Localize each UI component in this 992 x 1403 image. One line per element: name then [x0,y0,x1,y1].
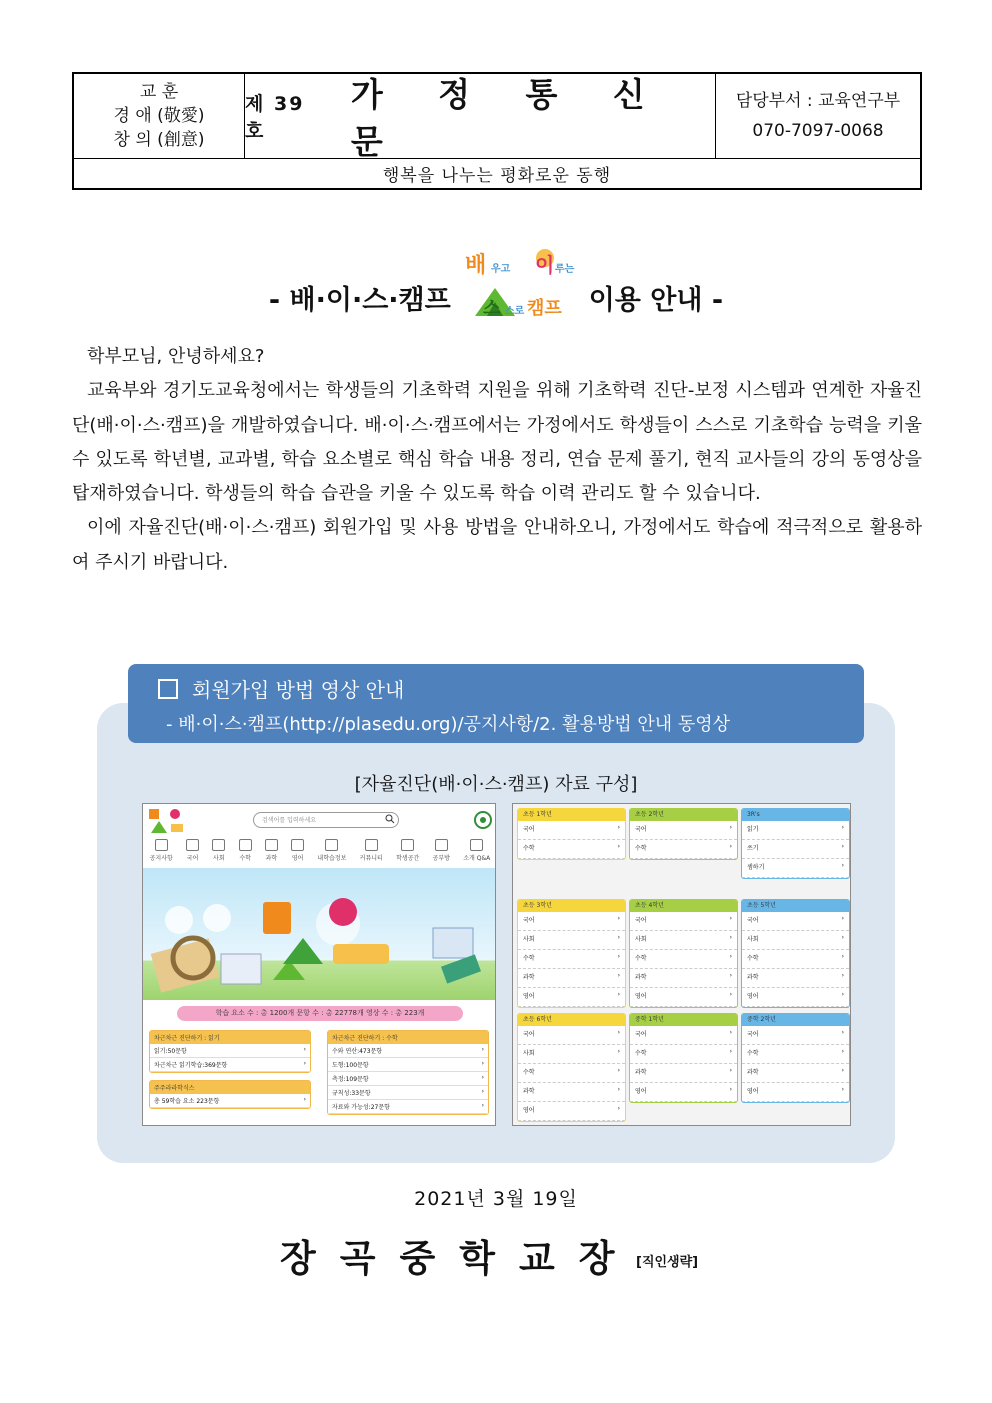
chevron-right-icon: › [617,1029,620,1036]
nav-item-label: 공부방 [432,855,450,862]
subject-row [630,821,737,840]
grade-card-title: 초등 4학년 [630,900,737,912]
grade-card [517,808,626,860]
subject-row [630,988,737,1007]
site-nav-item [360,836,383,866]
box-item: 총 59학습 요소 223문항 [154,1098,220,1105]
info-panel-header [128,664,864,743]
nav-item-icon [291,839,304,851]
subject-label: 국어 [747,917,759,924]
panel-title: 회원가입 방법 영상 안내 [192,678,405,702]
site-nav [143,836,496,866]
subject-label: 과학 [635,974,647,981]
subject-label: 국어 [635,917,647,924]
subject-label: 사회 [747,936,759,943]
motto-line1: 경 애 (敬愛) [113,106,205,126]
chevron-right-icon: › [729,824,732,831]
box-title: 차근차근 진단하기 : 읽기 [150,1031,310,1044]
subject-label: 영어 [523,993,535,1000]
nav-item-label: 영어 [291,855,304,862]
subject-label: 국어 [523,917,535,924]
subject-label: 영어 [747,1088,759,1095]
chevron-right-icon: › [617,1105,620,1112]
subject-label: 수학 [747,955,759,962]
subject-row [742,859,849,878]
subject-label: 수학 [523,1069,535,1076]
issue-date: 2021년 3월 19일 [414,1188,578,1210]
panel-subtitle: - 배·이·스·캠프(http://plasedu.org)/공지사항/2. 활용방법 안내 동영상 [166,714,731,735]
phone-number: 070-7097-0068 [752,121,884,141]
subject-label: 수학 [635,845,647,852]
department-info [716,74,920,158]
chevron-right-icon: › [841,862,844,869]
subject-label: 국어 [635,1031,647,1038]
svg-text:배: 배 [464,253,486,278]
panel-caption: [자율진단(배·이·스·캠프) 자료 구성] [354,774,638,795]
nav-item-icon [186,839,199,851]
subject-label: 수학 [747,1050,759,1057]
subject-row [742,931,849,950]
chevron-right-icon: › [841,824,844,831]
subject-row [630,931,737,950]
subject-label: 국어 [747,1031,759,1038]
chevron-right-icon: › [617,1048,620,1055]
chevron-right-icon: › [729,991,732,998]
letter-body [72,340,922,580]
nav-item-icon [470,839,483,851]
box-title: 주주라라학식스 [150,1081,310,1094]
slogan: 행복을 나누는 평화로운 동행 [382,166,612,186]
subject-row [742,821,849,840]
subject-row [630,969,737,988]
chevron-right-icon: › [617,953,620,960]
nav-item-label: 과학 [265,855,278,862]
subject-row [742,1045,849,1064]
svg-text:스: 스 [482,298,501,318]
chevron-right-icon: › [841,1048,844,1055]
site-logo-icon [147,806,187,834]
chevron-right-icon: › [841,843,844,850]
school-motto [74,74,245,158]
grade-card-title: 초등 3학년 [518,900,625,912]
chevron-right-icon: › [729,1067,732,1074]
subject-row [742,950,849,969]
subject-row [518,1026,625,1045]
heading-suffix: 이용 안내 - [588,284,724,316]
subject-label: 셈하기 [747,864,765,871]
chevron-right-icon: › [617,934,620,941]
search-icon [385,814,395,824]
chevron-right-icon: › [841,1086,844,1093]
nav-item-icon [155,839,168,851]
subject-label: 사회 [635,936,647,943]
chevron-right-icon: › [617,915,620,922]
site-nav-item [433,836,450,866]
department: 담당부서 : 교육연구부 [735,91,901,111]
nav-item-icon [212,839,225,851]
subject-row [518,1102,625,1121]
subject-row [630,1026,737,1045]
paragraph-2: 이에 자율진단(배·이·스·캠프) 회원가입 및 사용 방법을 안내하오니, 가정에서도 학습에 적극적으로 활용하여 주시기 바랍니다. [72,517,922,573]
svg-text:이: 이 [534,253,555,277]
chevron-right-icon: › [729,934,732,941]
subject-label: 과학 [523,1088,535,1095]
grade-card-title: 중학 1학년 [630,1014,737,1026]
chevron-right-icon: › [617,824,620,831]
subject-row [630,840,737,859]
subject-label: 과학 [747,1069,759,1076]
nav-item-label: 국어 [186,855,199,862]
nav-item-label: 사회 [213,855,225,862]
grade-card [741,1013,850,1103]
grade-card [517,1013,626,1122]
site-home-screenshot [142,803,496,1126]
subject-row [742,912,849,931]
subject-row [742,1064,849,1083]
nav-item-label: 학생공간 [396,855,420,862]
site-nav-item [239,836,252,866]
extra-box: 주주라라학식스 총 59학습 요소 223문항 › [149,1080,311,1109]
principal-signature: 장곡중학교장 [280,1237,639,1280]
site-banner [143,868,496,1000]
heading-prefix: - 배·이·스·캠프 [268,284,451,316]
subject-row [630,950,737,969]
nav-item-label: 커뮤니티 [359,855,383,862]
grade-card-title: 초등 1학년 [518,809,625,821]
box-title: 차근차근 진단하기 : 수학 [328,1031,488,1044]
reading-diagnosis-box: 차근차근 진단하기 : 읽기 읽기:50문항 › 차근차근 읽기학습:369문항 › [149,1030,311,1073]
chevron-right-icon: › [841,1067,844,1074]
subject-row [518,821,625,840]
site-stats: 학습 요소 수 : 총 1200개 문항 수 : 총 22778개 영상 수 : 총 223개 [177,1006,463,1021]
chevron-right-icon: › [841,972,844,979]
site-nav-item [317,836,346,866]
grade-menu-screenshot [512,803,851,1126]
subject-label: 수학 [523,955,535,962]
chevron-right-icon: › [729,953,732,960]
nav-item-icon [365,839,378,851]
nav-item-icon [325,839,338,851]
nav-item-label: 수학 [239,855,251,862]
grade-card [741,899,850,1008]
subject-label: 영어 [635,1088,647,1095]
svg-text:캠프: 캠프 [526,298,562,318]
subject-label: 영어 [747,993,759,1000]
chevron-right-icon: › [841,953,844,960]
nav-item-icon [401,839,414,851]
grade-card [629,808,738,860]
subject-label: 국어 [523,1031,535,1038]
subject-row [518,931,625,950]
box-item: 자료와 가능성:27문항 [332,1104,390,1111]
chevron-right-icon: › [729,915,732,922]
chevron-right-icon: › [729,972,732,979]
chevron-right-icon: › [841,1029,844,1036]
site-nav-item [291,836,304,866]
seal-omitted: [직인생략] [636,1255,699,1270]
subject-label: 쓰기 [747,845,759,852]
newsletter-title-cell [245,74,716,161]
site-nav-item [212,836,225,866]
box-item: 규칙성:33문항 [332,1090,371,1097]
box-item: 측정:109문항 [332,1076,369,1083]
subject-label: 사회 [523,936,535,943]
subject-label: 사회 [523,1050,535,1057]
nav-item-icon [435,839,448,851]
chevron-right-icon: › [729,843,732,850]
subject-label: 영어 [523,1107,535,1114]
chevron-right-icon: › [841,991,844,998]
site-nav-item [396,836,419,866]
nav-item-label: 공지사항 [149,855,173,862]
subject-row [742,988,849,1007]
subject-label: 수학 [635,1050,647,1057]
subject-row [630,912,737,931]
subject-label: 수학 [635,955,647,962]
subject-label: 과학 [747,974,759,981]
subject-row [630,1064,737,1083]
subject-row [742,1026,849,1045]
baeiseu-camp-logo [465,248,575,318]
grade-card [629,899,738,1008]
newsletter-title: 가 정 통 신 문 [350,75,667,161]
chevron-right-icon: › [729,1048,732,1055]
subject-row [518,969,625,988]
chevron-right-icon: › [617,972,620,979]
subject-row [518,1064,625,1083]
svg-text:스로: 스로 [504,306,525,317]
chevron-right-icon: › [729,1029,732,1036]
subject-label: 읽기 [747,826,759,833]
grade-card-title: 초등 5학년 [742,900,849,912]
greeting: 학부모님, 안녕하세요? [87,346,265,367]
box-item: 차근차근 읽기학습:369문항 [154,1062,228,1069]
subject-row [630,1045,737,1064]
box-item: 도형:100문항 [332,1062,369,1069]
subject-row [742,840,849,859]
chevron-right-icon: › [729,1086,732,1093]
grade-card-title: 3R's [742,809,849,821]
subject-row [518,840,625,859]
issue-number: 제 39 호 [245,93,305,142]
subject-label: 과학 [523,974,535,981]
nav-item-icon [265,839,278,851]
subject-row [518,1045,625,1064]
subject-row [742,969,849,988]
chevron-right-icon: › [617,991,620,998]
subject-label: 수학 [523,845,535,852]
grade-card [517,899,626,1008]
math-diagnosis-box: 차근차근 진단하기 : 수학 수와 연산:473문항 › 도형:100문항 › 측정:109문항 › 규칙성:33문항 › 자료와 가능성:27문항 › [327,1030,489,1115]
box-item: 수와 연산:473문항 [332,1048,383,1055]
page-heading [0,253,992,332]
paragraph-1: 교육부와 경기도교육청에서는 학생들의 기초학력 지원을 위해 기초학력 진단-보정 시스템과 연계한 자율진단(배·이·스·캠프)을 개발하였습니다. 배·이·스·캠프에서는 가정에서도 학생들이 스스로 기초학습 능력을 키울 수 있도록 학년별, 교과별, 학습 요소별로 핵심 학습 내용 정리, 연습 문제 풀기, 현직 교사들의 강의 동영상을 탑재하였습니다. 학생들의 학습 습관을 키울 수 있도록 학습 이력 관리도 할 수 있습니다. [72,380,922,505]
subject-label: 영어 [635,993,647,1000]
nav-item-label: 내학습정보 [317,855,347,862]
site-nav-item [265,836,278,866]
site-nav-item [463,836,490,866]
grade-card [741,808,850,879]
chevron-right-icon: › [617,1086,620,1093]
subject-label: 국어 [635,826,647,833]
nav-item-label: 소개 Q&A [463,855,491,862]
motto-label: 교 훈 [139,82,179,102]
site-nav-item [150,836,173,866]
svg-text:루는: 루는 [554,264,575,275]
grade-card-title: 중학 2학년 [742,1014,849,1026]
box-item: 읽기:50문항 [154,1048,187,1055]
subject-label: 국어 [523,826,535,833]
subject-row [742,1083,849,1102]
subject-row [518,1083,625,1102]
motto-line2: 창 의 (創意) [113,130,205,150]
chevron-right-icon: › [841,915,844,922]
grade-card-title: 초등 2학년 [630,809,737,821]
nav-item-icon [239,839,252,851]
subject-row [518,988,625,1007]
checkbox-icon [158,679,178,699]
chevron-right-icon: › [617,843,620,850]
search-input: 검색어를 입력하세요 [253,812,399,828]
emblem-icon [473,810,493,830]
subject-label: 과학 [635,1069,647,1076]
chevron-right-icon: › [841,934,844,941]
subject-row [518,950,625,969]
subject-row [518,912,625,931]
subject-row [630,1083,737,1102]
site-nav-item [186,836,199,866]
grade-card [629,1013,738,1103]
chevron-right-icon: › [617,1067,620,1074]
grade-card-title: 초등 6학년 [518,1014,625,1026]
newsletter-header [72,72,922,190]
svg-text:우고: 우고 [490,264,511,275]
